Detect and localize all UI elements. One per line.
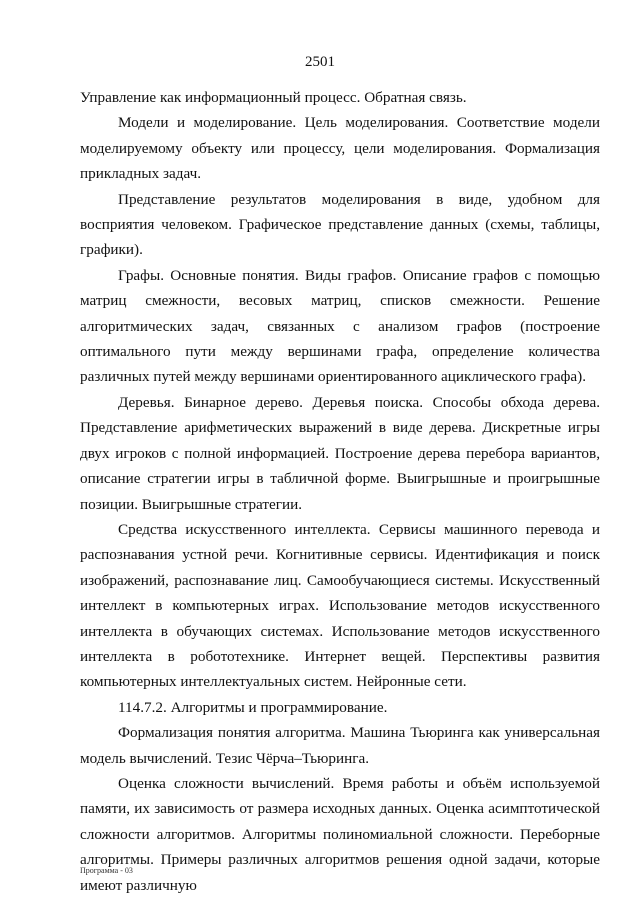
paragraph-feedback: Управление как информационный процесс. Обратная связь. bbox=[80, 89, 467, 106]
paragraph-complexity: Оценка сложности вычислений. Время работы и объём используемой памяти, их зависимость от размера исходных данных. Оценка асимптотической сложности алгоритмов. Алгоритмы полиномиальной сложности. Переборные алгоритмы. Примеры различных алгоритмов решения одной задачи, которые имеют различную bbox=[80, 774, 600, 894]
page-number: 2501 bbox=[305, 54, 335, 70]
paragraph-presentation: Представление результатов моделирования в виде, удобном для восприятия человеком. Графическое представление данных (схемы, таблицы, графики). bbox=[80, 190, 600, 259]
footer-label: Программа - 03 bbox=[80, 866, 133, 875]
paragraph-modeling: Модели и моделирование. Цель моделирования. Соответствие модели моделируемому объекту или процессу, цели моделирования. Формализация прикладных задач. bbox=[80, 114, 600, 183]
document-body bbox=[80, 85, 600, 898]
paragraph-turing: Формализация понятия алгоритма. Машина Тьюринга как универсальная модель вычислений. Тезис Чёрча–Тьюринга. bbox=[80, 724, 600, 767]
paragraph-trees: Деревья. Бинарное дерево. Деревья поиска. Способы обхода дерева. Представление арифметических выражений в виде дерева. Дискретные игры двух игроков с полной информацией. Построение дерева перебора вариантов, описание стратегии игры в табличной форме. Выигрышные и проигрышные позиции. Выигрышные стратегии. bbox=[80, 393, 600, 513]
section-heading: 114.7.2. Алгоритмы и программирование. bbox=[118, 698, 388, 716]
paragraph-ai: Средства искусственного интеллекта. Сервисы машинного перевода и распознавания устной речи. Когнитивные сервисы. Идентификация и поиск изображений, распознавание лиц. Самообучающиеся системы. Искусственный интеллект в компьютерных играх. Использование методов искусственного интеллекта в обучающих системах. Использование методов искусственного интеллекта в робототехнике. Интернет вещей. Перспективы развития компьютерных интеллектуальных систем. Нейронные сети. bbox=[80, 520, 600, 691]
paragraph-graphs: Графы. Основные понятия. Виды графов. Описание графов с помощью матриц смежности, весовых матриц, списков смежности. Решение алгоритмических задач, связанных с анализом графов (построение оптимального пути между вершинами графа, определение количества различных путей между вершинами ориентированного ациклического графа). bbox=[80, 266, 600, 386]
